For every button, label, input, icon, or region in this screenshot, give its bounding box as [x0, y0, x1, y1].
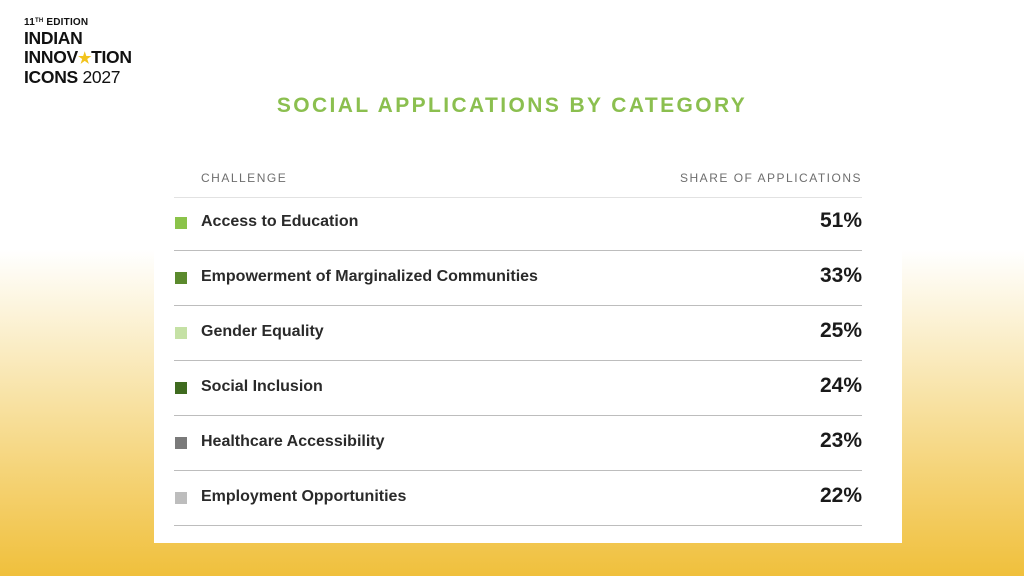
category-table: [154, 152, 902, 543]
logo-line-2: INNOV★TION: [24, 47, 132, 67]
logo-line-1: INDIAN: [24, 28, 83, 48]
table-header: [174, 170, 862, 198]
star-icon: ★: [77, 50, 92, 67]
table-row: [174, 416, 862, 471]
category-label: Access to Education: [201, 213, 359, 230]
share-value: 33%: [819, 264, 862, 287]
share-value: 51%: [819, 209, 862, 232]
table-body: [174, 196, 862, 526]
category-label: Social Inclusion: [201, 378, 323, 395]
column-header-challenge: CHALLENGE: [201, 171, 288, 185]
table-row: [174, 471, 862, 526]
chart-title: SOCIAL APPLICATIONS BY CATEGORY: [276, 94, 748, 117]
category-swatch: [175, 382, 187, 394]
share-value: 22%: [819, 484, 862, 507]
category-swatch: [175, 492, 187, 504]
table-row: [174, 306, 862, 361]
logo-edition: 11TH EDITION: [24, 17, 89, 28]
category-label: Employment Opportunities: [201, 488, 407, 505]
category-swatch: [175, 272, 187, 284]
table-row: [174, 196, 862, 251]
category-swatch: [175, 327, 187, 339]
logo-line-3: ICONS 2027: [24, 67, 121, 87]
category-label: Empowerment of Marginalized Communities: [201, 268, 538, 285]
table-row: [174, 361, 862, 416]
column-header-share: SHARE OF APPLICATIONS: [680, 171, 862, 185]
category-label: Gender Equality: [201, 323, 324, 340]
category-label: Healthcare Accessibility: [201, 433, 385, 450]
share-value: 25%: [819, 319, 862, 342]
share-value: 23%: [819, 429, 862, 452]
event-logo: [24, 15, 132, 87]
share-value: 24%: [819, 374, 862, 397]
category-swatch: [175, 217, 187, 229]
category-swatch: [175, 437, 187, 449]
table-row: [174, 251, 862, 306]
